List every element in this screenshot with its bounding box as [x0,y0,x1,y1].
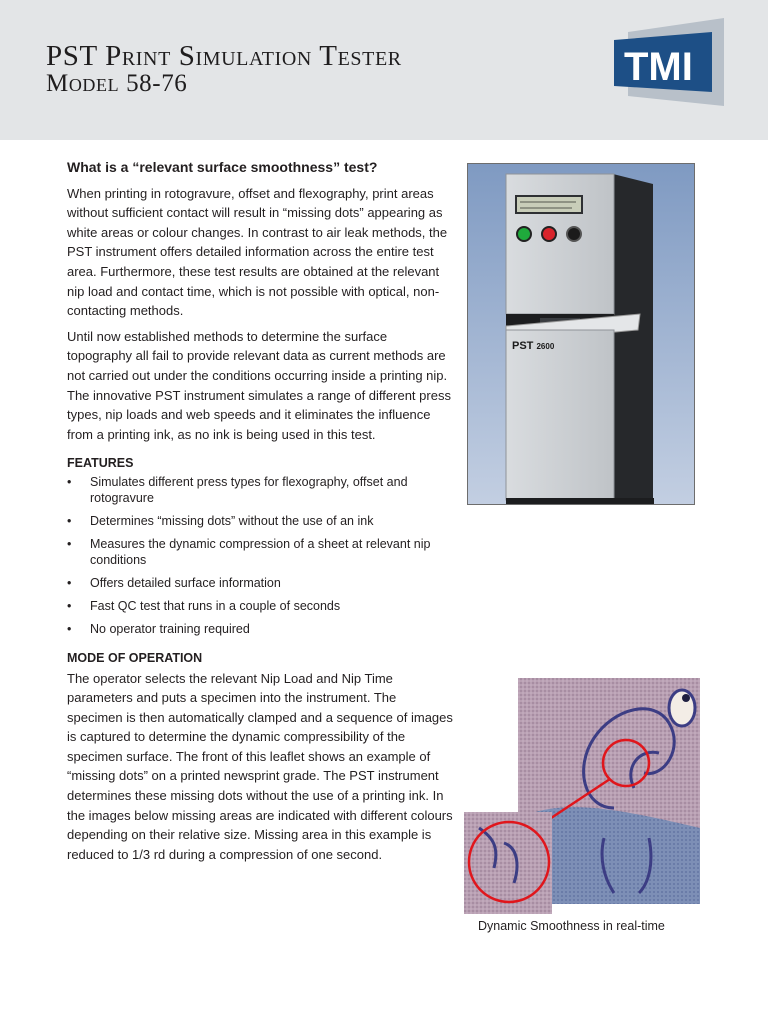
green-button-icon [517,227,531,241]
feature-item [67,513,455,529]
black-button-icon [567,227,581,241]
document-subtitle: Model 58-76 [46,70,188,97]
instrument-base [506,498,654,504]
features-list [67,474,455,637]
feature-text: No operator training required [90,621,250,636]
lcd-display [516,196,582,213]
bullet: • [67,575,72,590]
paragraph-mode-of-operation: The operator selects the relevant Nip Load and Nip Time parameters and puts a specimen into the instrument. The specimen is then automatically clamped and a sequence of images is captured to determine the dynamic compressibility of the specimen surface. The front of this leaflet shows an example of “missing dots” on a printed newsprint grade. The PST instrument determines these missing dots without the use of a printing ink. In the images below missing areas are indicated with different colours depending on their relative size. Missing area in this example is reduced to 1/3 rd during a compression of one second. [67,670,453,862]
mode-of-operation-heading: MODE OF OPERATION [67,650,203,665]
red-button-icon [542,227,556,241]
feature-text: Determines “missing dots” without the use of an ink [90,513,374,528]
pst-instrument-illustration [468,164,695,505]
feature-item [67,474,455,506]
instrument-side-panel [613,174,653,504]
feature-text: Fast QC test that runs in a couple of seconds [90,598,341,613]
product-photo [467,163,695,505]
bullet: • [67,513,72,528]
cartoon-pupil [682,694,690,702]
bullet: • [67,598,72,613]
main-text-column [67,158,455,870]
feature-text: Measures the dynamic compression of a sheet at relevant nip conditions [90,536,431,567]
bullet: • [67,621,72,636]
feature-item [67,621,455,637]
feature-item [67,598,455,614]
instrument-lower-body [506,330,614,500]
missing-dots-sample-image [464,678,700,914]
feature-item [67,575,455,591]
section-heading-smoothness: What is a “relevant surface smoothness” test? [67,159,378,175]
bullet: • [67,474,72,489]
document-title: PST Print Simulation Tester [46,40,402,72]
paragraph-intro: When printing in rotogravure, offset and flexography, print areas without sufficient contact will result in “missing dots” appearing as white areas or colour changes. In contrast to air leak methods, the PST instrument offers detailed information across the entire test area. Furthermore, these test results are obtained at the relevant nip load and contact time, which is not possible with optical, non-contacting methods. [67,185,448,319]
tmi-logo [612,18,724,106]
cartoon-eye [669,690,695,726]
paragraph-methods: Until now established methods to determine the surface topography all fail to provide relevant data as current methods are not carried out under the conditions occurring inside a printing nip. The innovative PST instrument simulates a range of different press types, nip loads and web speeds and it eliminates the influence from a printing ink, as no ink is being used in this test. [67,328,451,442]
header-band [0,0,768,140]
image-caption: Dynamic Smoothness in real-time [478,919,665,933]
feature-item [67,536,455,568]
features-heading: FEATURES [67,456,134,471]
inset-zoom [464,812,552,914]
product-label: PST 2600 [512,340,555,352]
logo-text: TMI [624,45,693,89]
feature-text: Offers detailed surface information [90,575,281,590]
feature-text: Simulates different press types for flexography, offset and rotogravure [90,474,408,505]
bullet: • [67,536,72,551]
